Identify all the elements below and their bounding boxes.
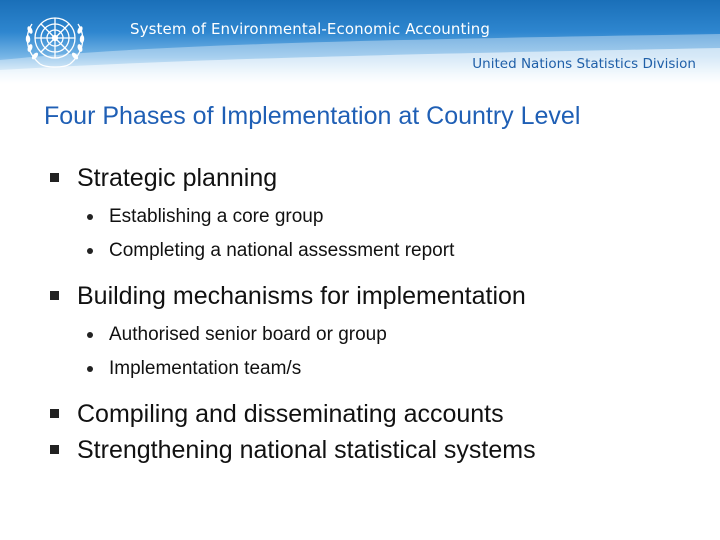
square-bullet-icon <box>50 445 59 454</box>
header-title: System of Environmental-Economic Accounting <box>130 20 490 38</box>
sub-bullet-list <box>50 200 700 268</box>
round-bullet-icon <box>87 248 93 254</box>
round-bullet-icon <box>87 214 93 220</box>
square-bullet-icon <box>50 409 59 418</box>
slide-title: Four Phases of Implementation at Country Level <box>44 102 581 130</box>
bullet-text: Strategic planning <box>77 164 278 192</box>
bullet-item <box>50 278 700 314</box>
round-bullet-icon <box>87 332 93 338</box>
sub-bullet-item <box>50 234 700 268</box>
sub-bullet-text: Establishing a core group <box>109 206 324 227</box>
sub-bullet-item <box>50 200 700 234</box>
header-division-label: United Nations Statistics Division <box>472 56 696 72</box>
sub-bullet-item <box>50 318 700 352</box>
bullet-text: Building mechanisms for implementation <box>77 282 526 310</box>
bullet-item <box>50 432 700 468</box>
bullet-item <box>50 160 700 196</box>
sub-bullet-item <box>50 352 700 386</box>
sub-bullet-text: Implementation team/s <box>109 358 302 379</box>
bullet-list <box>50 160 700 468</box>
sub-bullet-text: Completing a national assessment report <box>109 240 455 261</box>
un-emblem-icon <box>20 8 90 72</box>
bullet-item <box>50 396 700 432</box>
bullet-text: Strengthening national statistical systems <box>77 436 536 464</box>
round-bullet-icon <box>87 366 93 372</box>
sub-bullet-list <box>50 318 700 386</box>
square-bullet-icon <box>50 291 59 300</box>
square-bullet-icon <box>50 173 59 182</box>
sub-bullet-text: Authorised senior board or group <box>109 324 387 345</box>
bullet-text: Compiling and disseminating accounts <box>77 400 504 428</box>
